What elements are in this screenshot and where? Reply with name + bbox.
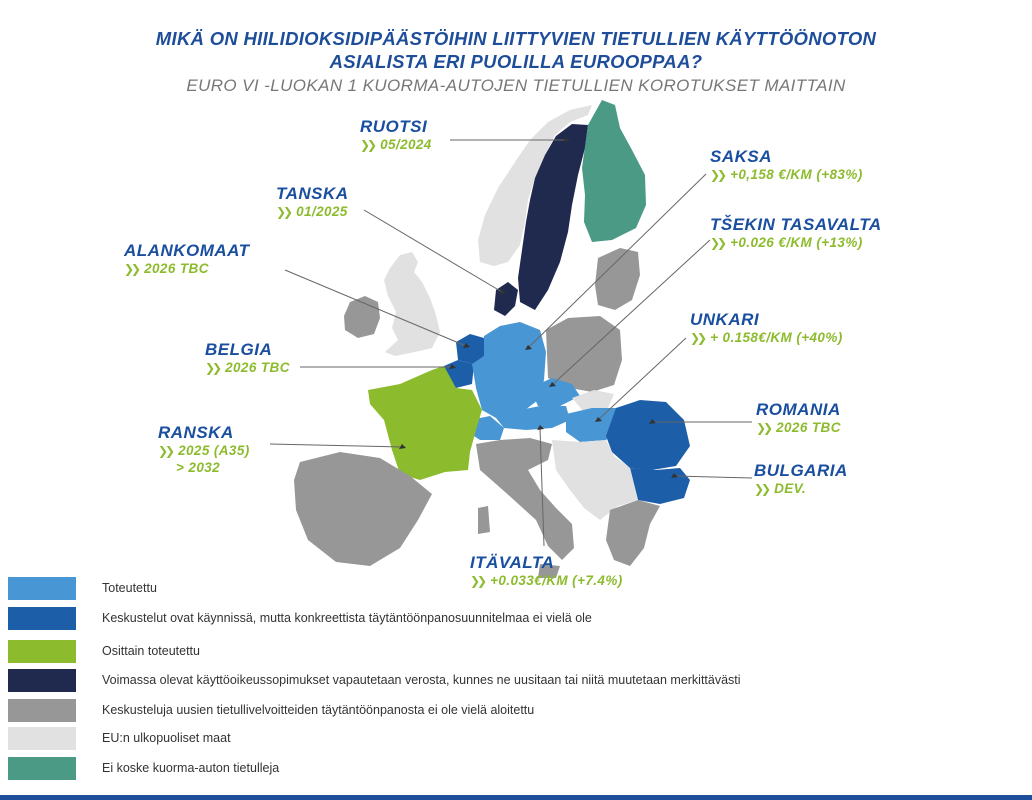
legend-swatch: [8, 607, 76, 630]
label-tsekki: [710, 216, 882, 252]
legend-label: Toteutettu: [102, 581, 157, 595]
country-uk: [384, 252, 440, 356]
label-alankomaat-name: ALANKOMAAT: [124, 241, 250, 260]
label-tanska-name: TANSKA: [276, 184, 349, 203]
label-unkari: [690, 311, 843, 347]
legend-label: Keskusteluja uusien tietullivelvoitteiden täytäntöönpanosta ei ole vielä aloitettu: [102, 703, 535, 717]
label-ranska-name: RANSKA: [158, 423, 234, 442]
label-bulgaria-value: ❯❯ DEV.: [754, 481, 806, 496]
label-belgia-value: ❯❯ 2026 TBC: [205, 360, 290, 375]
legend-label: Voimassa olevat käyttöoikeussopimukset vapautetaan verosta, kunnes ne uusitaan tai niitä muutetaan merkittävästi: [102, 673, 741, 687]
legend-label: Osittain toteutettu: [102, 644, 200, 658]
label-belgia: [205, 341, 290, 377]
legend-item: [8, 727, 1008, 751]
chevron-icon: ❯❯: [710, 236, 725, 250]
label-itavalta-value: ❯❯ +0.033€/KM (+7.4%): [470, 573, 623, 588]
page-title-line2: ASIALISTA ERI PUOLILLA EUROOPPAA?: [329, 51, 703, 72]
chevron-icon: ❯❯: [124, 262, 139, 276]
label-romania-value: ❯❯ 2026 TBC: [756, 420, 841, 435]
legend-label: Keskustelut ovat käynnissä, mutta konkreettista täytäntöönpanosuunnitelmaa ei vielä ole: [102, 611, 592, 625]
country-bulgaria: [630, 468, 690, 504]
chevron-icon: ❯❯: [710, 168, 725, 182]
legend-item: [8, 640, 1008, 664]
label-ruotsi: [360, 118, 432, 154]
chevron-icon: ❯❯: [470, 574, 485, 588]
label-unkari-value: ❯❯ + 0.158€/KM (+40%): [690, 330, 843, 345]
legend-item: [8, 699, 1008, 723]
label-ranska: [158, 424, 250, 476]
country-finland: [582, 100, 646, 242]
label-bulgaria-name: BULGARIA: [754, 461, 848, 480]
label-ranska-value2: > 2032: [176, 460, 221, 475]
label-itavalta-name: ITÄVALTA: [470, 553, 555, 572]
bottom-bar: [0, 795, 1032, 800]
label-alankomaat-value: ❯❯ 2026 TBC: [124, 261, 209, 276]
label-tsekki-value: ❯❯ +0.026 €/KM (+13%): [710, 235, 863, 250]
country-denmark: [494, 282, 518, 316]
label-romania: [756, 401, 841, 437]
label-saksa: [710, 148, 863, 184]
chevron-icon: ❯❯: [690, 331, 705, 345]
legend-item: [8, 757, 1008, 781]
legend-swatch: [8, 669, 76, 692]
label-tanska: [276, 185, 349, 221]
legend-swatch: [8, 727, 76, 750]
label-ranska-value: ❯❯ 2025 (A35): [158, 443, 250, 458]
label-romania-name: ROMANIA: [756, 400, 841, 419]
legend-swatch: [8, 757, 76, 780]
page-subtitle: EURO VI -LUOKAN 1 KUORMA-AUTOJEN TIETULLIEN KOROTUKSET MAITTAIN: [186, 76, 846, 95]
label-belgia-name: BELGIA: [205, 340, 273, 359]
label-tanska-value: ❯❯ 01/2025: [276, 204, 348, 219]
chevron-icon: ❯❯: [756, 421, 771, 435]
legend-swatch: [8, 640, 76, 663]
label-unkari-name: UNKARI: [690, 310, 760, 329]
legend-label: EU:n ulkopuoliset maat: [102, 731, 231, 745]
legend-item: [8, 669, 1008, 693]
label-bulgaria: [754, 462, 848, 498]
legend-swatch: [8, 577, 76, 600]
label-saksa-name: SAKSA: [710, 147, 773, 166]
legend-swatch: [8, 699, 76, 722]
label-ruotsi-value: ❯❯ 05/2024: [360, 137, 432, 152]
legend-item: [8, 607, 1008, 631]
label-ruotsi-name: RUOTSI: [360, 117, 428, 136]
chevron-icon: ❯❯: [360, 138, 375, 152]
label-alankomaat: [124, 242, 250, 278]
country-baltics: [595, 248, 640, 310]
chevron-icon: ❯❯: [205, 361, 220, 375]
legend-item: [8, 577, 1008, 601]
chevron-icon: ❯❯: [158, 444, 173, 458]
chevron-icon: ❯❯: [276, 205, 291, 219]
page-title-line1: MIKÄ ON HIILIDIOKSIDIPÄÄSTÖIHIN LIITTYVIEN TIETULLIEN KÄYTTÖÖNOTON: [155, 28, 877, 49]
chevron-icon: ❯❯: [754, 482, 769, 496]
label-tsekki-name: TŠEKIN TASAVALTA: [710, 215, 882, 234]
label-saksa-value: ❯❯ +0,158 €/KM (+83%): [710, 167, 863, 182]
country-germany: [472, 322, 546, 418]
legend-label: Ei koske kuorma-auton tietulleja: [102, 761, 280, 775]
